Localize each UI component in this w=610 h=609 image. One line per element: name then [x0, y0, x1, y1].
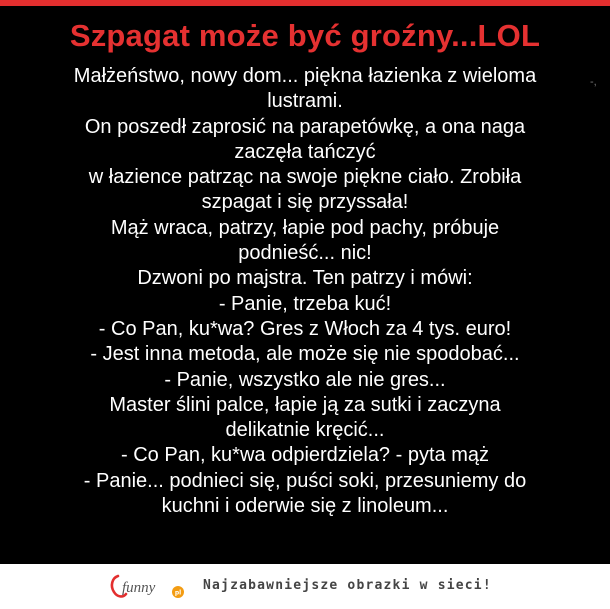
joke-line: delikatnie kręcić... [225, 419, 385, 442]
logo-text: funny [122, 580, 156, 596]
joke-body [20, 64, 590, 519]
joke-line: - Panie, wszystko ale nie gres... [164, 368, 446, 391]
footer-bar [0, 564, 610, 609]
joke-title: Szpagat może być groźny...LOL [69, 18, 541, 53]
joke-line: podnieść... nic! [238, 242, 372, 265]
joke-line: On poszedł zaprosić na parapetówkę, a ona naga [84, 115, 526, 138]
joke-line: - Co Pan, ku*wa? Gres z Włoch za 4 tys. euro! [98, 317, 512, 340]
joke-card [0, 6, 610, 564]
joke-line: szpagat i się przyssała! [201, 191, 409, 214]
funny-logo[interactable] [108, 572, 192, 602]
joke-line: w łazience patrząc na swoje piękne ciało. Zrobiła [88, 166, 522, 189]
joke-line: Master ślini palce, łapie ją za sutki i zaczyna [109, 393, 501, 416]
joke-line: - Jest inna metoda, ale może się nie spodobać... [90, 343, 520, 366]
joke-line: zaczęła tańczyć [234, 140, 376, 163]
joke-line: - Co Pan, ku*wa odpierdziela? - pyta mąż [121, 444, 489, 467]
side-mark: -, [590, 76, 597, 88]
joke-line: Dzwoni po majstra. Ten patrzy i mówi: [137, 267, 473, 290]
footer-tagline: Najzabawniejsze obrazki w sieci! [203, 578, 492, 593]
joke-line: lustrami. [267, 90, 343, 113]
joke-line: kuchni i oderwie się z linoleum... [161, 495, 449, 518]
joke-line: - Panie, trzeba kuć! [218, 292, 392, 315]
joke-line: - Panie... podnieci się, puści soki, przesuniemy do [83, 469, 527, 492]
joke-line: Mąż wraca, patrzy, łapie pod pachy, próbuje [110, 216, 500, 239]
joke-line: Małżeństwo, nowy dom... piękna łazienka z wieloma [73, 65, 537, 87]
logo-badge-text: pl [174, 589, 182, 597]
